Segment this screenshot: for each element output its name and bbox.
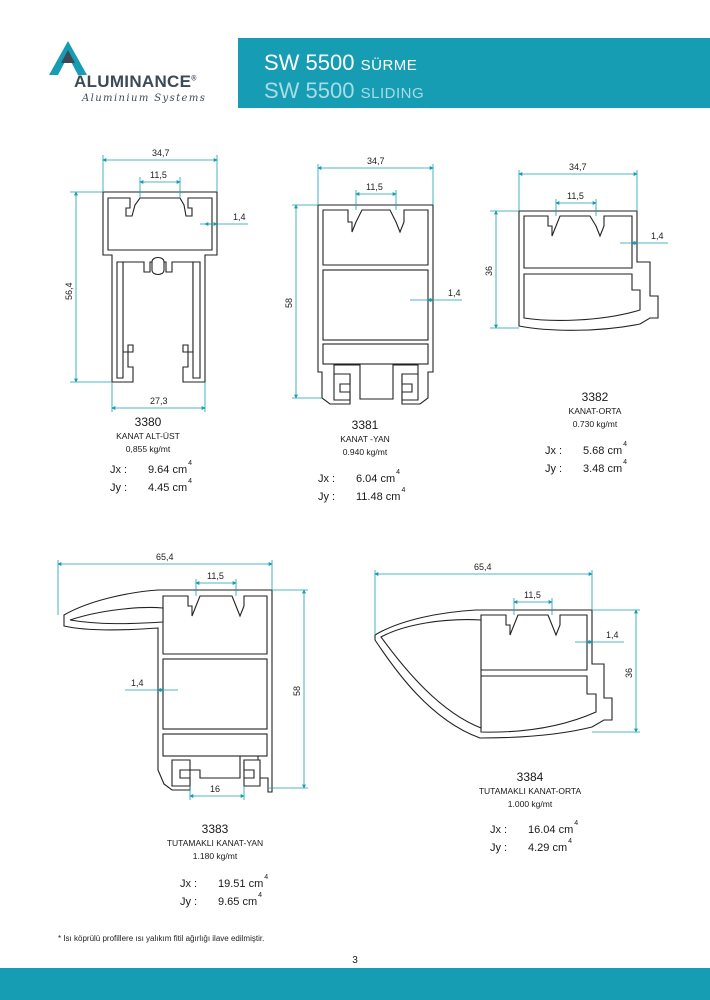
title-turkish: SW 5500 SÜRME — [264, 50, 418, 75]
exponent: 4 — [623, 459, 628, 466]
dim-3381-height: 58 — [284, 297, 294, 308]
profile-3383-inertia — [180, 874, 268, 910]
profile-3382-spec — [520, 390, 670, 429]
dim-3382-width: 34,7 — [569, 162, 587, 172]
exponent: 4 — [401, 487, 406, 494]
dim-3383-slot: 11,5 — [207, 571, 224, 581]
profile-name: TUTAMAKLI KANAT-YAN — [166, 838, 264, 848]
profile-3384-spec — [455, 770, 605, 809]
dim-3380-slot: 11,5 — [150, 170, 167, 180]
jx-label: Jx : — [490, 824, 508, 836]
jx-value: 16.04 cm — [528, 824, 574, 836]
exponent: 4 — [258, 892, 263, 899]
profile-3382-inertia — [545, 441, 627, 477]
jx-value: 9.64 cm — [148, 464, 188, 476]
profile-weight: 0.940 kg/mt — [342, 447, 388, 457]
exponent: 4 — [396, 469, 401, 476]
dim-3383-height: 58 — [292, 685, 302, 696]
profile-name: TUTAMAKLI KANAT-ORTA — [478, 786, 582, 796]
jy-label: Jy : — [490, 842, 508, 854]
footer-band — [0, 968, 710, 1000]
profile-3384-inertia — [490, 820, 578, 856]
profile-code: 3382 — [581, 390, 609, 404]
dim-3384-width: 65,4 — [474, 562, 492, 572]
jy-value: 11.48 cm — [356, 491, 401, 503]
profile-3380-inertia — [110, 460, 192, 496]
dim-3381-slot: 11,5 — [366, 182, 383, 192]
jx-label: Jx : — [180, 878, 198, 890]
profile-weight: 1.180 kg/mt — [192, 851, 238, 861]
dim-3380-wall: 1,4 — [233, 212, 246, 222]
profile-weight: 1.000 kg/mt — [507, 799, 553, 809]
profile-3380-spec — [68, 415, 228, 454]
profile-name: KANAT ALT-ÜST — [116, 431, 180, 441]
dim-3383-width: 65,4 — [156, 552, 174, 562]
dim-3380-height: 56,4 — [64, 282, 74, 300]
profile-weight: 0,855 kg/mt — [125, 444, 171, 454]
profile-code: 3381 — [351, 418, 379, 432]
brand-name: ALUMINANCE® — [74, 72, 197, 91]
exponent: 4 — [264, 874, 269, 881]
title-english: SW 5500 SLIDING — [264, 78, 425, 103]
profile-3384-drawing — [375, 562, 640, 738]
page-number: 3 — [352, 955, 358, 966]
jx-label: Jx : — [318, 473, 336, 485]
jy-label: Jy : — [180, 896, 198, 908]
exponent: 4 — [574, 820, 579, 827]
jy-label: Jy : — [545, 463, 563, 475]
dim-3384-wall: 1,4 — [606, 630, 619, 640]
jy-value: 4.45 cm — [148, 482, 188, 494]
jx-label: Jx : — [110, 464, 128, 476]
profile-3381-inertia — [318, 469, 405, 505]
profile-name: KANAT-ORTA — [568, 406, 622, 416]
profile-weight: 0.730 kg/mt — [572, 419, 618, 429]
dim-3383-bottom: 16 — [210, 784, 221, 794]
profile-3382-drawing — [484, 162, 668, 330]
dim-3383-wall: 1,4 — [131, 678, 144, 688]
exponent: 4 — [623, 441, 628, 448]
dim-3384-height: 36 — [624, 667, 634, 678]
jy-label: Jy : — [318, 491, 336, 503]
profile-code: 3383 — [201, 822, 229, 836]
profile-3381-spec — [290, 418, 440, 457]
exponent: 4 — [188, 460, 193, 467]
dim-3380-bottom: 27,3 — [150, 396, 168, 406]
profile-3383-drawing — [58, 552, 308, 800]
dim-3382-height: 36 — [484, 265, 494, 276]
jy-value: 9.65 cm — [218, 896, 258, 908]
profile-3383-spec — [140, 822, 290, 861]
jx-label: Jx : — [545, 445, 563, 457]
jx-value: 6.04 cm — [356, 473, 396, 485]
jy-value: 3.48 cm — [583, 463, 623, 475]
dim-3381-wall: 1,4 — [448, 288, 461, 298]
dim-3382-slot: 11,5 — [567, 191, 584, 201]
profile-code: 3380 — [134, 415, 162, 429]
exponent: 4 — [568, 838, 573, 845]
exponent: 4 — [188, 478, 193, 485]
brand-tagline: Aluminium Systems — [82, 93, 207, 104]
jx-value: 5.68 cm — [583, 445, 623, 457]
footnote: * Isı köprülü profillere ısı yalıkım fitil ağırlığı ilave edilmiştir. — [58, 934, 265, 943]
jx-value: 19.51 cm — [218, 878, 264, 890]
profile-3381-drawing — [284, 156, 462, 404]
profile-name: KANAT -YAN — [340, 434, 390, 444]
jy-value: 4.29 cm — [528, 842, 568, 854]
dim-3382-wall: 1,4 — [651, 231, 664, 241]
dim-3380-width: 34,7 — [152, 148, 170, 158]
dim-3381-width: 34,7 — [367, 156, 385, 166]
profile-code: 3384 — [516, 770, 544, 784]
dim-3384-slot: 11,5 — [524, 590, 541, 600]
jy-label: Jy : — [110, 482, 128, 494]
profile-3380-drawing — [64, 148, 248, 412]
